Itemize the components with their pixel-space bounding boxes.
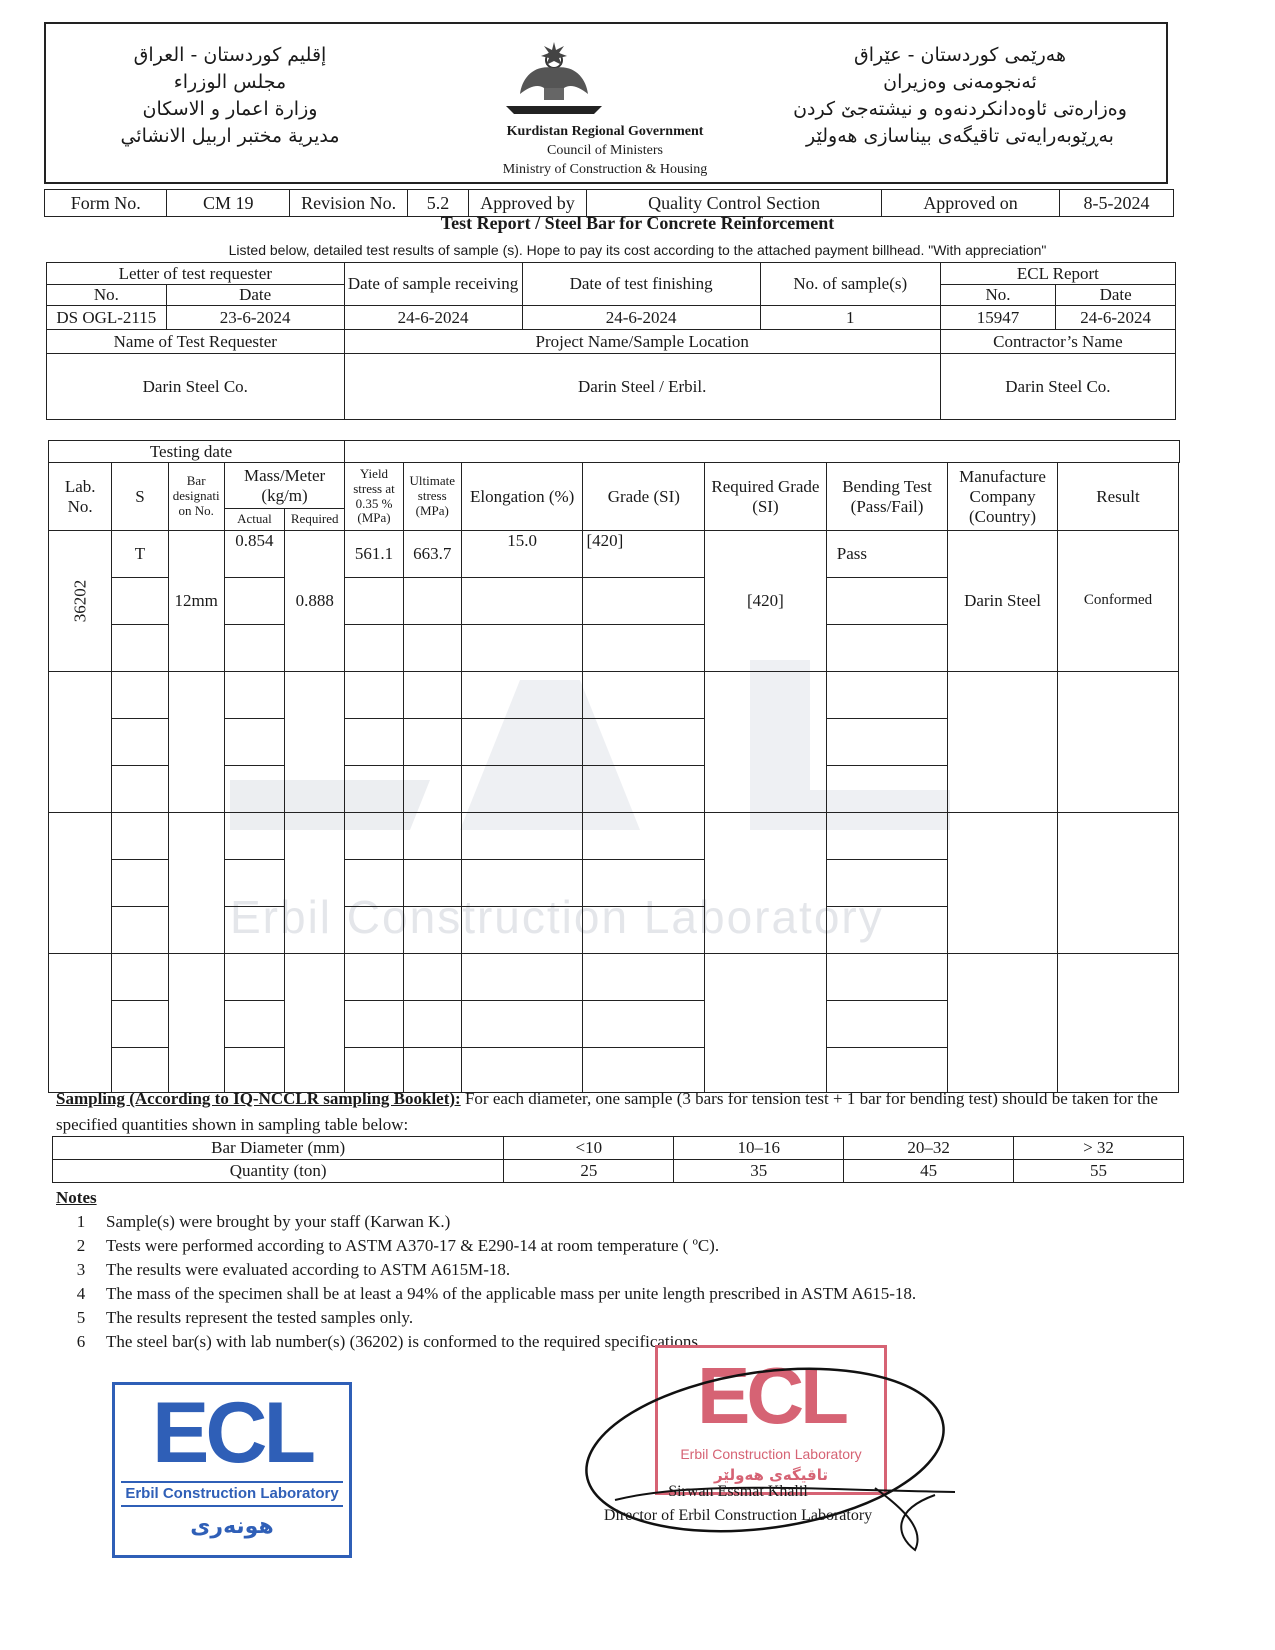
sampling-text: For each diameter, one sample (3 bars for tension test + 1 bar for bending test) should be taken for the specified quantities shown in sampling table below: — [56, 1089, 1158, 1134]
intro-text: Listed below, detailed test results of sample (s). Hope to pay its cost according to the attached payment billhead. "With appreciation" — [228, 242, 1047, 258]
note-number: 1 — [76, 1212, 86, 1231]
grade-header: Grade (SI) — [583, 463, 705, 531]
ecl-date-label: Date — [1056, 285, 1176, 306]
note-number: 5 — [76, 1308, 86, 1327]
bar-designation-header: Bar designati on No. — [168, 463, 224, 531]
result-value: Conformed — [1057, 531, 1179, 672]
approved-on-value: 8-5-2024 — [1059, 190, 1173, 217]
list-item — [56, 1234, 1156, 1258]
note-number: 6 — [76, 1332, 86, 1351]
lab-no-header: Lab. No. — [49, 463, 112, 531]
letter-no-label: No. — [47, 285, 167, 306]
kurdish-letterhead — [790, 42, 1130, 150]
elongation-value: 15.0 — [461, 531, 583, 578]
ultimate-header: Ultimate stress (MPa) — [403, 463, 461, 531]
quantity-value: 55 — [1014, 1160, 1184, 1183]
empty-row-group — [49, 954, 1180, 1093]
note-text: The results were evaluated according to ASTM A615M-18. — [106, 1260, 511, 1279]
project-value: Darin Steel / Erbil. — [344, 354, 940, 420]
lab-no-cell — [49, 531, 112, 672]
approved-by-label: Approved by — [468, 190, 586, 217]
date-receiving-value: 24-6-2024 — [344, 306, 522, 330]
kurdish-line: بەڕێوبەرایەتی تاقیگەی بیناسازی هەولێر — [806, 125, 1114, 147]
required-grade-header: Required Grade (SI) — [705, 463, 827, 531]
form-no-label: Form No. — [45, 190, 167, 217]
diameter-label: Bar Diameter (mm) — [53, 1137, 504, 1160]
list-item — [56, 1330, 1156, 1354]
request-info-table — [46, 262, 1176, 420]
letter-label: Letter of test requester — [47, 263, 345, 285]
note-number: 4 — [76, 1284, 86, 1303]
actual-value: 0.854 — [224, 531, 284, 578]
corner-cell — [49, 441, 112, 463]
project-label: Project Name/Sample Location — [344, 330, 940, 354]
signatory-title: Director of Erbil Construction Laboratory — [603, 1507, 873, 1524]
quantity-value: 25 — [504, 1160, 674, 1183]
signatory-name: Sirwan Essmat Khalil — [668, 1483, 808, 1500]
kurdish-line: هەرێمی کوردستان - عێراق — [854, 44, 1066, 66]
mass-meter-header: Mass/Meter (kg/m) — [224, 463, 345, 509]
quantity-value: 35 — [674, 1160, 844, 1183]
arabic-line: مديرية مختبر اربيل الانشائي — [120, 125, 340, 147]
approved-on-label: Approved on — [882, 190, 1060, 217]
kurdish-line: ئەنجومەنی وەزیران — [883, 71, 1037, 93]
revision-label: Revision No. — [289, 190, 407, 217]
arabic-line: وزارة اعمار و الاسكان — [142, 98, 318, 120]
contractor-value: Darin Steel Co. — [940, 354, 1175, 420]
actual-header: Actual — [224, 509, 284, 531]
letter-date-value: 23-6-2024 — [166, 306, 344, 330]
date-finishing-label: Date of test finishing — [522, 263, 760, 306]
note-number: 2 — [76, 1236, 86, 1255]
ministry-name: Ministry of Construction & Housing — [502, 162, 708, 177]
sampling-heading: Sampling (According to IQ-NCCLR sampling Booklet): — [56, 1089, 461, 1108]
krg-emblem-icon — [504, 34, 604, 118]
arabic-line: إقليم كوردستان - العراق — [133, 44, 327, 66]
bar-value: 12mm — [168, 531, 224, 672]
testing-date-label: Testing date — [112, 441, 345, 463]
bending-value: Pass — [826, 531, 948, 578]
stamp-name: Erbil Construction Laboratory — [680, 1446, 862, 1462]
letter-date-label: Date — [166, 285, 344, 306]
approved-by-value: Quality Control Section — [587, 190, 882, 217]
lab-no-value: 36202 — [70, 579, 90, 623]
krg-titles — [440, 122, 770, 179]
note-text: Tests were performed according to ASTM A370-17 & E290-14 at room temperature ( ºC). — [106, 1236, 720, 1255]
ultimate-value: 663.7 — [403, 531, 461, 578]
arabic-line: مجلس الوزراء — [173, 71, 287, 93]
stamp-kurdish: تاقیگەی هەولێر — [714, 1466, 828, 1484]
report-title: Test Report / Steel Bar for Concrete Reinforcement — [440, 213, 835, 233]
quantity-value: 45 — [844, 1160, 1014, 1183]
kurdish-line: وەزارەتی ئاوەدانکردنەوە و نیشتەجێ کردن — [793, 98, 1127, 120]
quantity-label: Quantity (ton) — [53, 1160, 504, 1183]
notes-heading: Notes — [56, 1188, 97, 1207]
signature-block — [538, 1480, 938, 1528]
stamp-kurdish: هونەری — [190, 1514, 274, 1539]
s-header: S — [112, 463, 168, 531]
num-samples-label: No. of sample(s) — [760, 263, 940, 306]
council-name: Council of Ministers — [547, 143, 663, 158]
yield-header: Yield stress at 0.35 % (MPa) — [345, 463, 403, 531]
ecl-report-label: ECL Report — [940, 263, 1175, 285]
sampling-paragraph — [56, 1086, 1176, 1138]
sampling-table — [52, 1136, 1184, 1183]
list-item — [56, 1282, 1156, 1306]
stamp-logo: ECL — [152, 1385, 312, 1481]
note-number: 3 — [76, 1260, 86, 1279]
ecl-no-label: No. — [940, 285, 1056, 306]
manufacture-value: Darin Steel — [948, 531, 1057, 672]
stamp-name: Erbil Construction Laboratory — [121, 1481, 343, 1507]
table-row — [49, 531, 1180, 578]
stamp-logo: ECL — [697, 1351, 845, 1440]
num-samples-value: 1 — [760, 306, 940, 330]
note-text: The steel bar(s) with lab number(s) (36202) is conformed to the required specifications. — [106, 1332, 703, 1351]
contractor-label: Contractor’s Name — [940, 330, 1175, 354]
diameter-value: > 32 — [1014, 1137, 1184, 1160]
empty-row-group — [49, 672, 1180, 813]
grade-value: [420] — [583, 531, 705, 578]
watermark-text: Erbil Construction Laboratory — [230, 891, 884, 943]
requester-value: Darin Steel Co. — [47, 354, 345, 420]
ecl-stamp-blue — [112, 1382, 352, 1558]
letter-no-value: DS OGL-2115 — [47, 306, 167, 330]
note-text: The results represent the tested samples only. — [106, 1308, 414, 1327]
required-grade-value: [420] — [705, 531, 827, 672]
result-header: Result — [1057, 463, 1179, 531]
testing-date-value — [345, 441, 1180, 463]
form-no-value: CM 19 — [167, 190, 289, 217]
diameter-value: 20–32 — [844, 1137, 1014, 1160]
arabic-letterhead — [105, 42, 355, 150]
diameter-value: 10–16 — [674, 1137, 844, 1160]
result-row-group — [49, 531, 1180, 672]
s-value: T — [112, 531, 168, 578]
list-item — [56, 1258, 1156, 1282]
ecl-no-value: 15947 — [940, 306, 1056, 330]
required-header: Required — [285, 509, 345, 531]
ecl-date-value: 24-6-2024 — [1056, 306, 1176, 330]
diameter-value: <10 — [504, 1137, 674, 1160]
note-text: The mass of the specimen shall be at least a 94% of the applicable mass per unite length prescribed in ASTM A615-18. — [106, 1284, 917, 1303]
required-value: 0.888 — [285, 531, 345, 672]
date-finishing-value: 24-6-2024 — [522, 306, 760, 330]
requester-label: Name of Test Requester — [47, 330, 345, 354]
bending-header: Bending Test (Pass/Fail) — [826, 463, 948, 531]
notes-section — [56, 1188, 1156, 1354]
date-receiving-label: Date of sample receiving — [344, 263, 522, 306]
krg-name: Kurdistan Regional Government — [506, 124, 704, 139]
revision-value: 5.2 — [408, 190, 469, 217]
results-table — [48, 440, 1180, 1093]
note-text: Sample(s) were brought by your staff (Karwan K.) — [106, 1212, 451, 1231]
list-item — [56, 1306, 1156, 1330]
manufacture-header: Manufacture Company (Country) — [948, 463, 1057, 531]
list-item — [56, 1210, 1156, 1234]
elongation-header: Elongation (%) — [461, 463, 583, 531]
empty-row-group — [49, 813, 1180, 954]
yield-value: 561.1 — [345, 531, 403, 578]
signature-scribble — [575, 1360, 975, 1560]
